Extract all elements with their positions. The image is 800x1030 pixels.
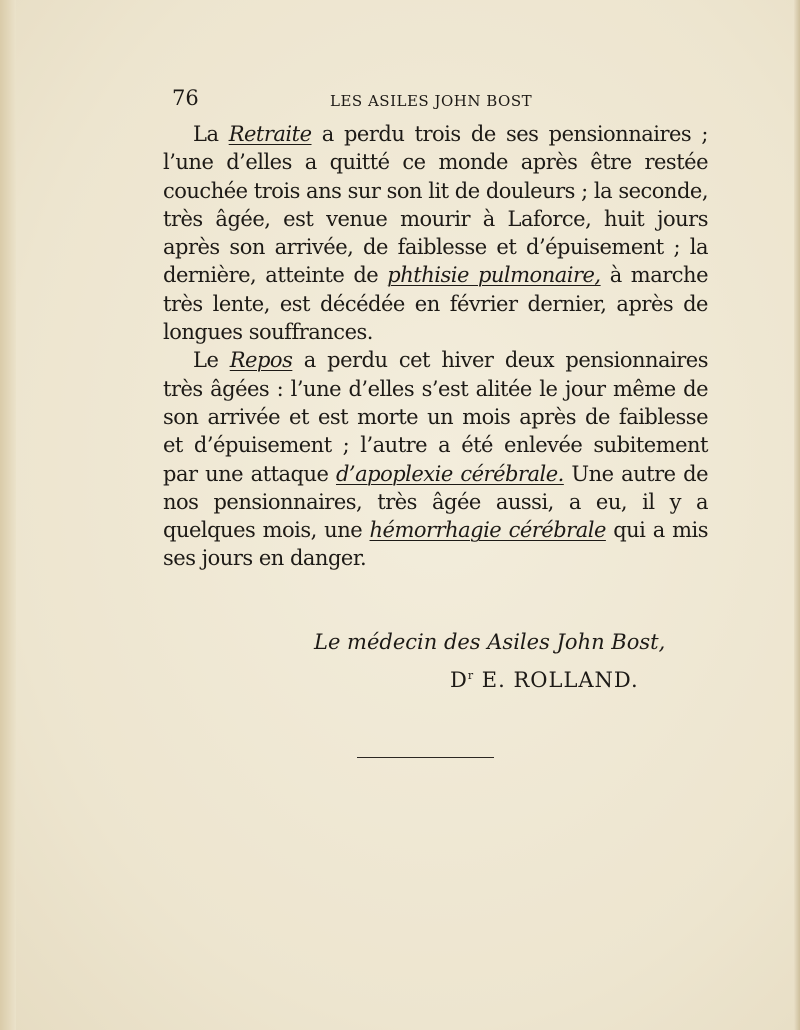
signature-title: Le médecin des Asiles John Bost, [314,630,666,654]
italic-term: phthisie pulmonaire, [387,263,601,288]
italic-term: Retraite [228,122,312,146]
text-segment: a perdu trois de ses pensionnaires ; l’une d’elles a quitté ce monde après être restée couchée trois ans sur son lit de douleurs ; la seconde, très âgée, est venue mourir à Laforce, huit jours après son arrivée, de faiblesse et d’épuisement ; la dernière, atteinte de [163,122,709,288]
text-segment: à marche très lente, est décédée en février dernier, après de longues souffrances. [163,263,708,345]
paragraph-retraite [163,120,708,346]
italic-term: Repos [229,348,293,373]
text-segment: Une autre de nos pensionnaires, très âgée aussi, a eu, il y a quelques mois, une [163,461,708,543]
body-text [163,120,708,573]
italic-term: hémorrhagie cérébrale [369,518,606,543]
page-edge-shadow [794,0,800,1030]
text-segment: qui a mis ses jours en danger. [163,518,709,571]
running-title: LES ASILES JOHN BOST [330,92,533,110]
text-segment: a perdu cet hiver deux pensionnaires très âgées : l’une d’elles s’est alitée le jour même de son arrivée et est morte un mois après de faiblesse et d’épuisement ; l’autre a été enlevée subitement par une attaque [163,348,708,486]
signature-name [450,668,639,692]
page-number: 76 [172,86,199,110]
text-segment: La [193,122,229,146]
signature-prefix-superscript: r [467,669,475,682]
page-gutter-shadow [0,0,16,1030]
italic-term: d’apoplexie cérébrale. [335,461,564,486]
text-segment: Le [193,348,230,373]
paragraph-repos [163,346,708,572]
signature-prefix: D [450,668,468,692]
signature-surname: E. ROLLAND. [474,668,639,692]
closing-rule [357,757,494,758]
